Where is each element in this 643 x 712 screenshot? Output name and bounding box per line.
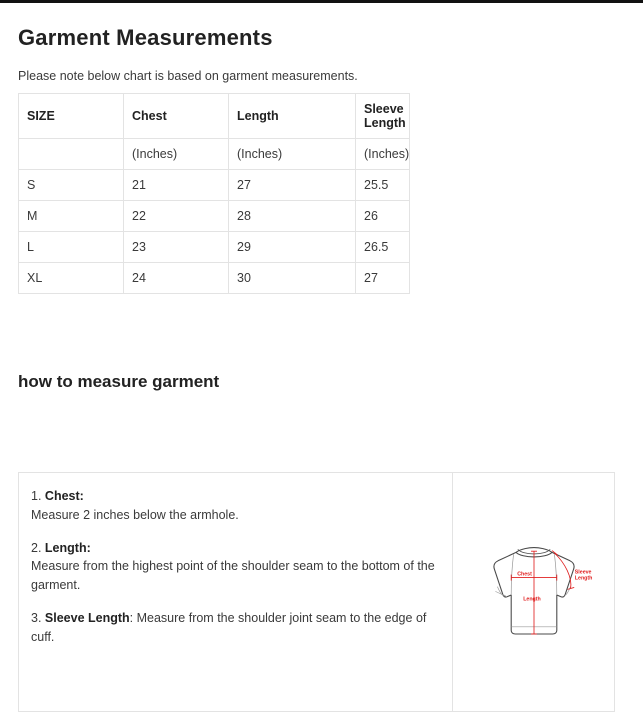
instruction-number: 3. [31,610,42,625]
chart-note: Please note below chart is based on garment measurements. [18,69,358,83]
size-chart-body [19,139,410,294]
garment-diagram-area [453,473,614,711]
units-size [19,139,124,170]
how-to-measure-panel [18,472,615,712]
section-title-how-to-measure: how to measure garment [18,372,220,391]
table-row [19,263,410,294]
cell-sleeve-length: 26 [356,201,410,232]
cell-sleeve-length: 25.5 [356,170,410,201]
column-header-size: SIZE [19,94,124,139]
cell-size: XL [19,263,124,294]
column-header-chest: Chest [124,94,229,139]
chest-measure-label: Chest [516,571,532,578]
instruction-number: 1. [31,489,42,503]
instruction-text: : Measure from the shoulder joint seam to the edge of cuff. [31,610,427,644]
page-title: Garment Measurements [18,25,273,50]
instruction-item-chest [31,487,436,525]
size-chart-table [18,93,410,294]
cell-chest: 22 [124,201,229,232]
instruction-lead: Chest: [44,489,84,503]
sweatshirt-illustration [474,532,594,652]
cell-length: 27 [229,170,356,201]
table-row [19,201,410,232]
instruction-text: Measure from the highest point of the shoulder seam to the bottom of the garment. [31,559,435,592]
column-header-length: Length [229,94,356,139]
table-header-row [19,94,410,139]
table-row [19,170,410,201]
sleeve-measure-label-line1: Sleeve [574,569,592,576]
cell-length: 28 [229,201,356,232]
measure-instructions-list [19,473,453,711]
cell-chest: 23 [124,232,229,263]
cell-sleeve-length: 26.5 [356,232,410,263]
length-measure-label: Length [522,596,541,603]
column-header-sleeve-length: Sleeve Length [356,94,410,139]
cell-size: S [19,170,124,201]
garment-diagram [474,532,594,652]
cell-chest: 21 [124,170,229,201]
cell-length: 29 [229,232,356,263]
page-container [0,3,643,712]
sleeve-measure-label-line2: Length [574,575,592,582]
instruction-item-length [31,539,436,595]
cell-size: L [19,232,124,263]
instruction-lead: Sleeve Length [44,610,130,625]
cell-sleeve-length: 27 [356,263,410,294]
table-units-row [19,139,410,170]
instruction-text: Measure 2 inches below the armhole. [31,507,239,522]
instruction-item-sleeve-length [31,609,436,647]
size-chart-header [19,94,410,139]
instruction-number: 2. [31,540,42,555]
instruction-lead: Length: [44,540,91,555]
cell-length: 30 [229,263,356,294]
cell-size: M [19,201,124,232]
units-chest: (Inches) [124,139,229,170]
units-sleeve-length: (Inches) [356,139,410,170]
units-length: (Inches) [229,139,356,170]
table-row [19,232,410,263]
cell-chest: 24 [124,263,229,294]
content-area [0,3,643,712]
